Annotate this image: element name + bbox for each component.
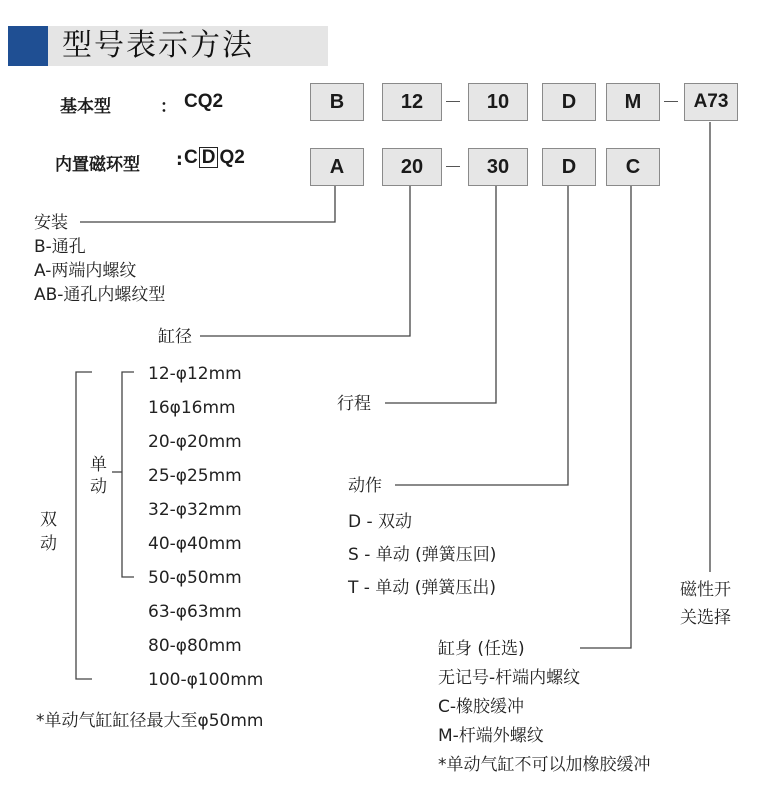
- mount-connector: [80, 186, 335, 222]
- bore-option: 32-φ32mm: [148, 500, 242, 520]
- code-box-bore-12: 12: [382, 83, 442, 121]
- action-item: T - 单动 (弹簧压出): [348, 578, 496, 598]
- mount-item: A-两端内螺纹: [34, 261, 137, 281]
- single-acting-bracket: [122, 372, 134, 577]
- action-item: S - 单动 (弹簧压回): [348, 545, 497, 565]
- bore-option: 50-φ50mm: [148, 568, 242, 588]
- bore-option: 25-φ25mm: [148, 466, 242, 486]
- switch-title-line1: 磁性开: [680, 580, 731, 600]
- mount-title: 安装: [34, 213, 68, 233]
- code-box-bore-20: 20: [382, 148, 442, 186]
- code-box-mount-a: A: [310, 148, 364, 186]
- double-acting-bracket: [76, 372, 92, 679]
- stroke-title: 行程: [337, 394, 371, 414]
- bore-title: 缸径: [158, 327, 192, 347]
- magnetic-type-label: 内置磁环型: [55, 155, 140, 175]
- bore-option: 63-φ63mm: [148, 602, 242, 622]
- action-title: 动作: [348, 476, 382, 496]
- magnetic-type-colon: :: [176, 150, 183, 170]
- action-item: D - 双动: [348, 512, 413, 532]
- bore-option: 12-φ12mm: [148, 364, 242, 384]
- double-acting-label: 双 动: [40, 510, 57, 554]
- code-c: C: [184, 147, 198, 168]
- code-d-boxed: D: [199, 147, 219, 168]
- code-box-switch-a73: A73: [684, 83, 738, 121]
- action-connector: [395, 186, 568, 485]
- code-box-action-d: D: [542, 148, 596, 186]
- switch-title-line2: 关选择: [680, 608, 731, 628]
- bore-option: 80-φ80mm: [148, 636, 242, 656]
- code-box-mount-b: B: [310, 83, 364, 121]
- stroke-connector: [385, 186, 496, 403]
- body-item: C-橡胶缓冲: [438, 697, 525, 717]
- code-box-action-d: D: [542, 83, 596, 121]
- basic-type-code: CQ2: [184, 91, 224, 112]
- body-item: M-杆端外螺纹: [438, 726, 544, 746]
- code-box-body-m: M: [606, 83, 660, 121]
- code-q2: Q2: [219, 147, 245, 168]
- bore-note: *单动气缸缸径最大至φ50mm: [36, 711, 264, 731]
- mount-item: B-通孔: [34, 237, 86, 257]
- body-note: *单动气缸不可以加橡胶缓冲: [438, 755, 651, 775]
- bore-option: 40-φ40mm: [148, 534, 242, 554]
- bore-option: 16φ16mm: [148, 398, 236, 418]
- code-box-body-c: C: [606, 148, 660, 186]
- bore-option: 100-φ100mm: [148, 670, 264, 690]
- body-connector: [580, 186, 631, 648]
- mount-item: AB-通孔内螺纹型: [34, 285, 166, 305]
- page-title: 型号表示方法: [62, 28, 254, 63]
- basic-type-colon: ：: [160, 97, 177, 117]
- body-title: 缸身 (任选): [438, 639, 525, 659]
- code-box-stroke-30: 30: [468, 148, 528, 186]
- code-box-stroke-10: 10: [468, 83, 528, 121]
- basic-type-label: 基本型: [60, 97, 111, 117]
- body-item: 无记号-杆端内螺纹: [438, 668, 581, 688]
- bore-connector: [200, 186, 410, 336]
- bore-option: 20-φ20mm: [148, 432, 242, 452]
- single-acting-label: 单 动: [90, 455, 107, 497]
